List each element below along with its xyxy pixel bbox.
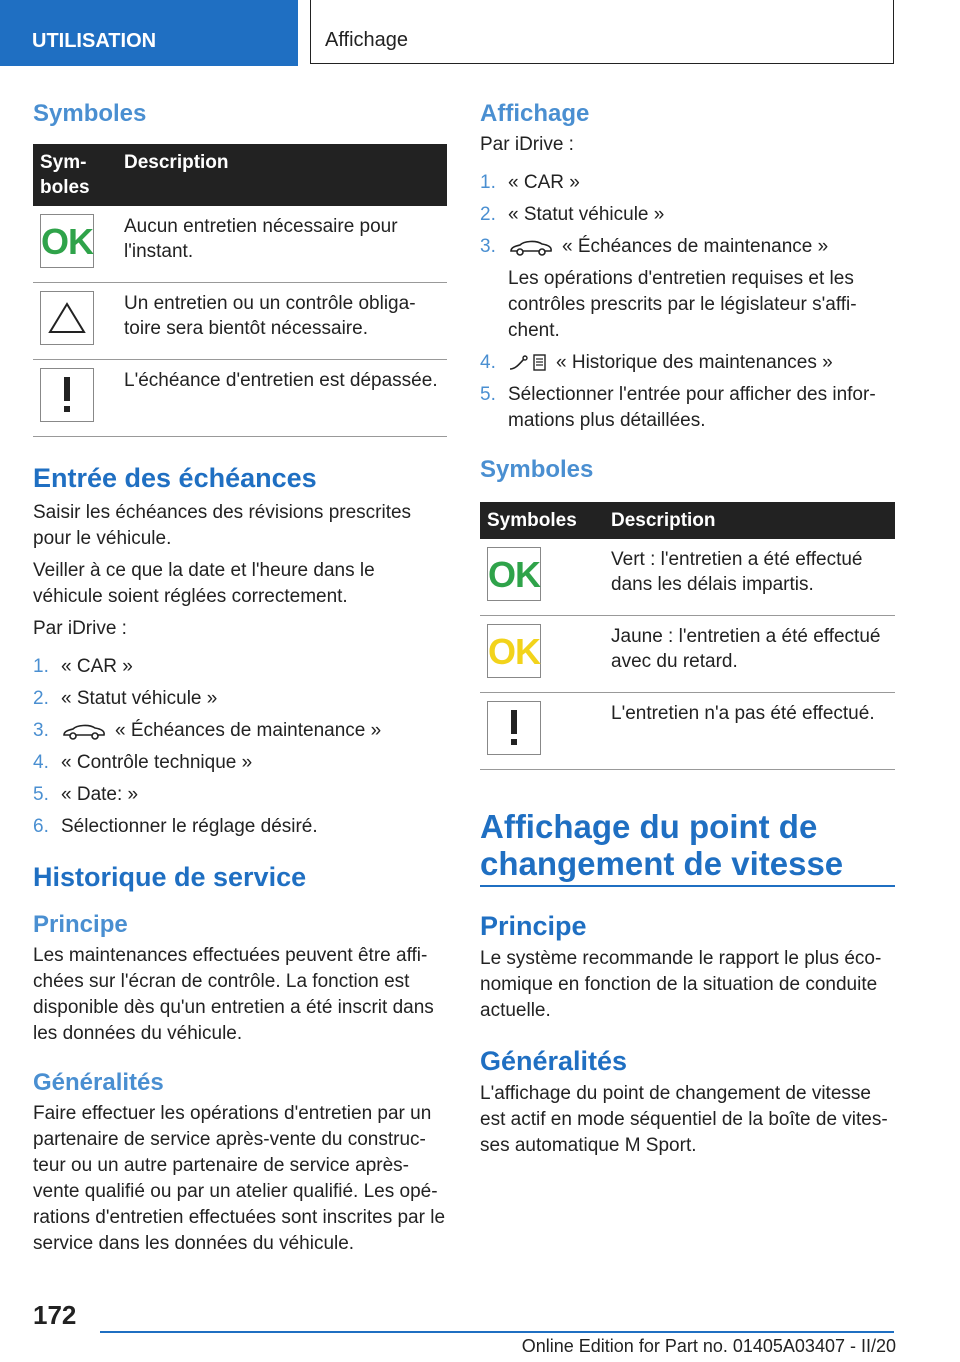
row-description: L'échéance d'entretien est dépassée. xyxy=(117,360,447,437)
general-heading-2: Généralités xyxy=(480,1046,628,1076)
section-tab xyxy=(0,0,298,66)
exclamation-icon xyxy=(487,701,541,755)
right-column xyxy=(480,100,895,1159)
table-row xyxy=(33,360,447,437)
step-subtext: Les opérations d'entretien requises et les contrôles prescrits par le législateur s'affi-chent. xyxy=(508,268,857,341)
principle-heading: Principe xyxy=(33,911,128,938)
list-item: 5. Sélectionner l'entrée pour afficher des infor-mations plus détaillées. xyxy=(480,384,876,431)
ok-icon-text: OK xyxy=(41,220,93,262)
display-heading: Affichage xyxy=(480,100,590,127)
general-paragraph: Faire effectuer les opérations d'entretien par un partenaire de service après-vente du construc-teur ou un autre partenaire de service après-vente qualifié ou par un atelier qualifié. Les opé-rations d'entretien effectuées sont inscrites par le service dans les données du véhicule. xyxy=(33,1103,446,1254)
exclamation-icon xyxy=(40,368,94,422)
footer-edition: Online Edition for Part no. 01405A03407 - II/20 xyxy=(521,1336,896,1356)
general-paragraph-2: L'affichage du point de changement de vitesse est actif en mode séquentiel de la boîte de vites-ses automatique M Sport. xyxy=(480,1083,888,1156)
service-history-icon xyxy=(508,353,548,373)
ok-yellow-icon xyxy=(487,624,541,678)
list-item: 6. Sélectionner le réglage désiré. xyxy=(33,816,318,837)
table-row xyxy=(33,206,447,283)
entry-steps xyxy=(33,654,447,840)
car-icon xyxy=(61,722,107,740)
chapter-box xyxy=(310,0,894,64)
list-item: 3. « Échéances de maintenance » xyxy=(33,720,382,741)
principle-paragraph-2: Le système recommande le rapport le plus éco-nomique en fonction de la situation de conduite actuelle. xyxy=(480,948,882,1021)
entry-paragraph-3: Par iDrive : xyxy=(33,618,127,639)
page-header xyxy=(0,0,960,66)
row-description: Aucun entretien nécessaire pour l'instant. xyxy=(117,206,447,283)
ok-icon-text: OK xyxy=(488,630,540,672)
general-heading: Généralités xyxy=(33,1069,164,1096)
table-header-description: Description xyxy=(117,144,447,206)
table-header-description: Description xyxy=(604,502,895,539)
row-description: Un entretien ou un contrôle obliga-toire sera bientôt nécessaire. xyxy=(117,283,447,360)
symbols-heading: Symboles xyxy=(33,100,147,127)
principle-paragraph: Les maintenances effectuées peuvent être affi-chées sur l'écran de contrôle. La fonction est disponible dès qu'un entretien a été inscrit dans les données du véhicule. xyxy=(33,945,434,1044)
entry-heading: Entrée des échéances xyxy=(33,463,317,493)
entry-paragraph-2: Veiller à ce que la date et l'heure dans le véhicule soient réglées correctement. xyxy=(33,560,375,607)
table-row xyxy=(480,539,895,616)
row-description: L'entretien n'a pas été effectué. xyxy=(604,693,895,770)
chapter-title: Affichage xyxy=(325,29,409,51)
table-header-symbols: Sym- boles xyxy=(33,144,117,206)
list-item: 3. « Échéances de maintenance » Les opérations d'entretien requises et les contrôles prescrits par le législateur s'affi-chent. xyxy=(480,234,895,344)
table-row xyxy=(480,693,895,770)
history-heading: Historique de service xyxy=(33,862,307,892)
car-icon xyxy=(508,238,554,256)
display-paragraph: Par iDrive : xyxy=(480,134,574,155)
principle-heading-2: Principe xyxy=(480,911,587,941)
shift-point-heading: Affichage du point de changement de vitesse xyxy=(480,808,895,887)
warning-triangle-icon xyxy=(40,291,94,345)
ok-green-icon xyxy=(487,547,541,601)
list-item: 5. « Date: » xyxy=(33,784,139,805)
page-number: 172 xyxy=(33,1300,77,1330)
section-label: UTILISATION xyxy=(32,30,157,52)
ok-icon-text: OK xyxy=(488,553,540,595)
ok-green-icon xyxy=(40,214,94,268)
list-item: 4. « Contrôle technique » xyxy=(33,752,253,773)
symbols-heading-2: Symboles xyxy=(480,456,594,483)
symbols-table-1 xyxy=(33,144,447,437)
list-item: 1. « CAR » xyxy=(480,172,580,193)
list-item: 4. « Historique des maintenances » xyxy=(480,352,833,373)
symbols-table-2 xyxy=(480,502,895,770)
row-description: Jaune : l'entretien a été effectué avec du retard. xyxy=(604,616,895,693)
table-row xyxy=(33,283,447,360)
table-row xyxy=(480,616,895,693)
footer-divider xyxy=(100,1331,894,1333)
list-item: 2. « Statut véhicule » xyxy=(33,688,218,709)
display-steps xyxy=(480,170,895,434)
table-header-symbols: Symboles xyxy=(480,502,604,539)
row-description: Vert : l'entretien a été effectué dans les délais impartis. xyxy=(604,539,895,616)
list-item: 1. « CAR » xyxy=(33,656,133,677)
entry-paragraph-1: Saisir les échéances des révisions prescrites pour le véhicule. xyxy=(33,502,412,549)
list-item: 2. « Statut véhicule » xyxy=(480,204,665,225)
left-column xyxy=(33,100,447,1257)
